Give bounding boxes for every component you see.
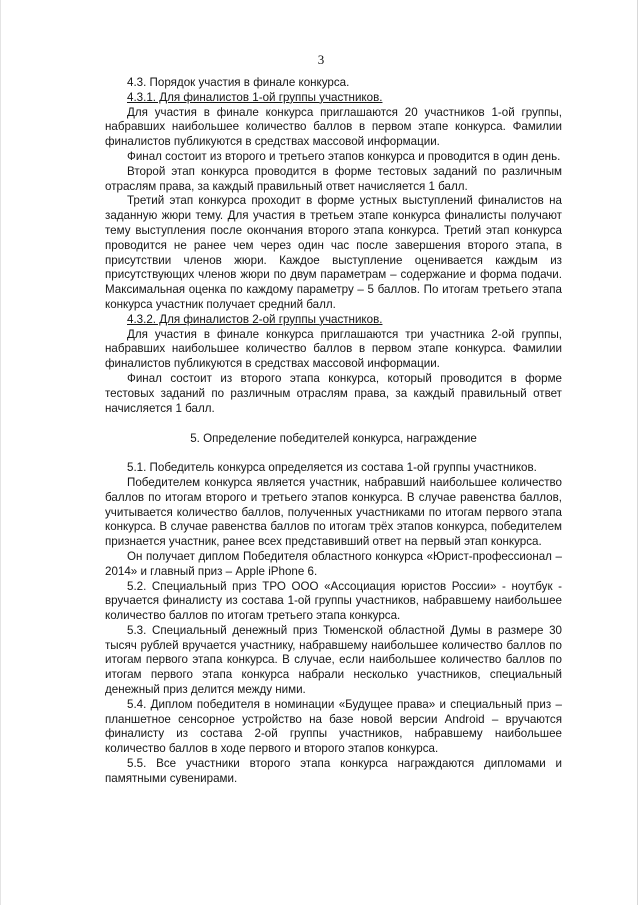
paragraph-second-stage: Второй этап конкурса проводится в форме тестовых заданий по различным отраслям права, за каждый правильный ответ начисляется 1 балл. [105, 164, 562, 193]
page-number: 3 [317, 52, 325, 67]
clause-4-3-2 [105, 313, 562, 328]
paragraph-final-group2: Финал состоит из второго этапа конкурса, который проводится в форме тестовых заданий по различным отраслям права, за каждый правильный ответ начисляется 1 балл. [105, 371, 562, 415]
paragraph-finalists-group1: Для участия в финале конкурса приглашаются 20 участников 1-ой группы, набравших наибольшее количество баллов в первом этапе конкурса. Фамилии финалистов публикуются в средствах массовой информации. [105, 105, 562, 149]
clause-4-3-1-title: 4.3.1. Для финалистов 1-ой группы участников. [127, 90, 383, 104]
page-edge-line [637, 0, 638, 905]
paragraph-winner-prize: Он получает диплом Победителя областного конкурса «Юрист-профессионал – 2014» и главный приз – Apple iPhone 6. [105, 549, 562, 578]
clause-5-4: 5.4. Диплом победителя в номинации «Будущее права» и специальный приз – планшетное сенсорное устройство на базе новой версии Android – вручаются финалисту из состава 2-ой группы участников, набравшему наибольшее количество баллов в ходе первого и второго этапов конкурса. [105, 697, 562, 756]
paragraph-third-stage: Третий этап конкурса проходит в форме устных выступлений финалистов на заданную жюри тему. Для участия в третьем этапе конкурса финалисты получают тему выступления после окончания второго этапа конкурса. Третий этап конкурса проводится не ранее чем через один час после завершения второго этапа, в присутствии членов жюри. Каждое выступление оценивается каждым из присутствующих членов жюри по двум параметрам – содержание и форма подачи. Максимальная оценка по каждому параметру – 5 баллов. По итогам третьего этапа конкурса участник получает средний балл. [105, 194, 562, 311]
clause-5-3: 5.3. Специальный денежный приз Тюменской областной Думы в размере 30 тысяч рублей вручается участнику, набравшему наибольшее количество баллов по итогам первого этапа конкурса. В случае, если наибольшее количество баллов по итогам первого этапа конкурса набрали несколько участников, специальный денежный приз делится между ними. [105, 623, 562, 697]
document-body [105, 76, 562, 787]
section-5-heading: 5. Определение победителей конкурса, награждение [190, 432, 477, 446]
clause-5-2: 5.2. Специальный приз ТРО ООО «Ассоциация юристов России» - ноутбук - вручается финалисту из состава 1-ой группы участников, набравшему наибольшее количество баллов по итогам третьего этапа конкурса. [105, 579, 562, 623]
clause-5-1: 5.1. Победитель конкурса определяется из состава 1-ой группы участников. [127, 461, 537, 475]
paragraph-final-stages: Финал состоит из второго и третьего этапов конкурса и проводится в один день. [127, 149, 561, 163]
clause-4-3: 4.3. Порядок участия в финале конкурса. [127, 76, 350, 89]
paragraph-finalists-group2: Для участия в финале конкурса приглашаются три участника 2-ой группы, набравших наибольшее количество баллов в первом этапе конкурса. Фамилии финалистов публикуются в средствах массовой информации. [105, 327, 562, 371]
clause-4-3-2-title: 4.3.2. Для финалистов 2-ой группы участников. [127, 312, 383, 326]
clause-5-5: 5.5. Все участники второго этапа конкурса награждаются дипломами и памятными сувенирами. [105, 757, 562, 785]
paragraph-winner-definition: Победителем конкурса является участник, набравший наибольшее количество баллов по итогам второго и третьего этапов конкурса. В случае равенства баллов, учитывается количество баллов, полученных участниками по итогам первого этапа конкурса. В случае равенства баллов по итогам трёх этапов конкурса, победителем признается участник, ранее всех представивший ответ на первый этап конкурса. [105, 475, 562, 549]
clause-4-3-1 [105, 91, 562, 106]
